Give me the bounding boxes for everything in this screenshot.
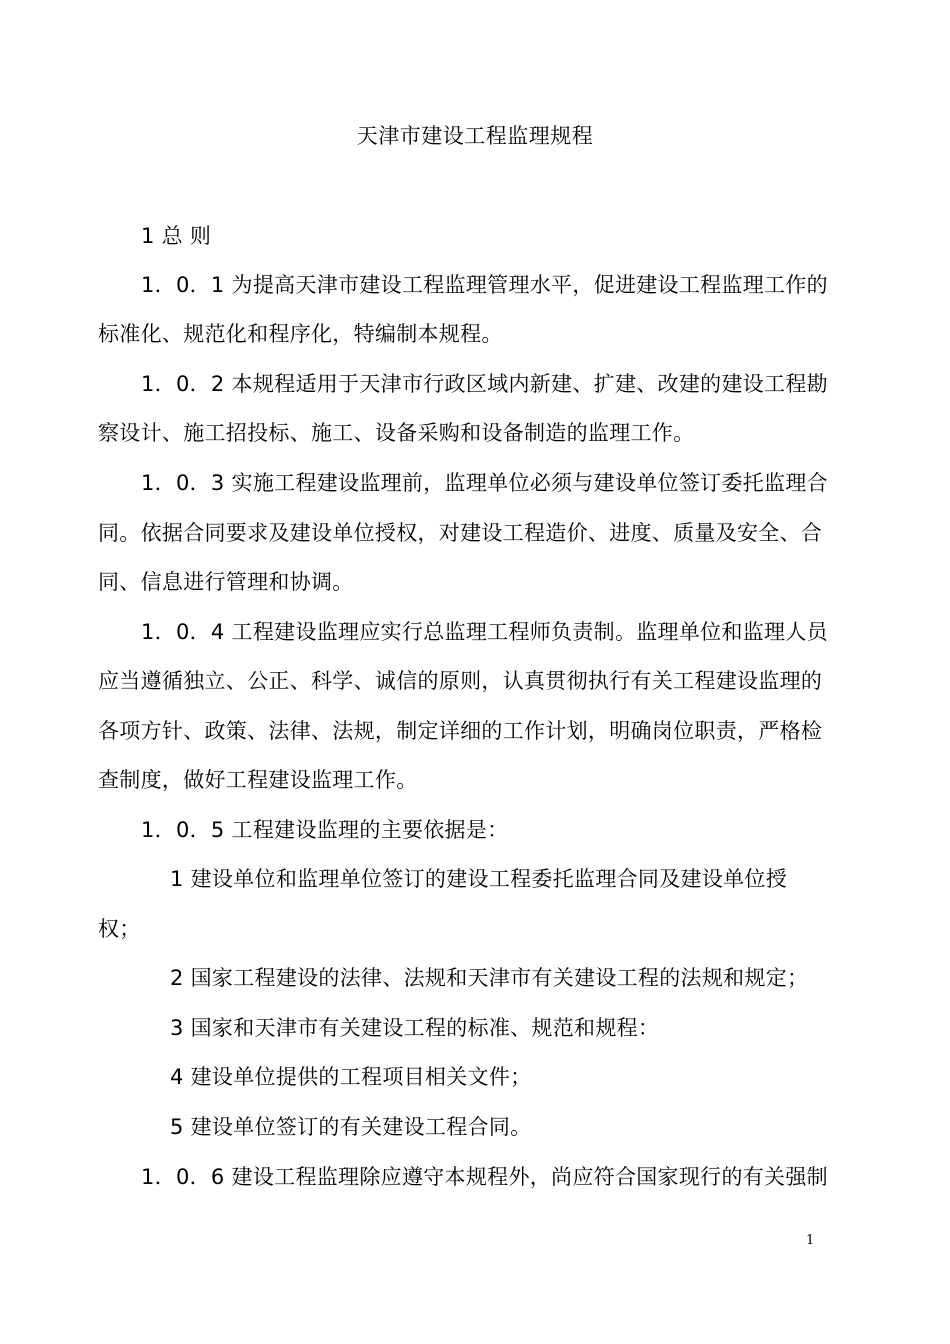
basis-item-1-line-2: 权；	[98, 917, 141, 941]
clause-1-0-4-line-3: 各项方针、政策、法律、法规，制定详细的工作计划，明确岗位职责，严格检	[98, 719, 823, 743]
clause-1-0-4-line-4: 查制度，做好工程建设监理工作。	[98, 768, 418, 792]
clause-1-0-1-line-2: 标准化、规范化和程序化，特编制本规程。	[98, 322, 503, 346]
clause-1-0-2-line-2: 察设计、施工招投标、施工、设备采购和设备制造的监理工作。	[98, 421, 695, 445]
page-number: 1	[806, 1233, 815, 1248]
basis-item-4: 4 建设单位提供的工程项目相关文件；	[170, 1065, 532, 1089]
clause-1-0-3-line-1: 1．0．3 实施工程建设监理前，监理单位必须与建设单位签订委托监理合	[141, 471, 828, 495]
clause-1-0-4-line-2: 应当遵循独立、公正、科学、诚信的原则，认真贯彻执行有关工程建设监理的	[98, 669, 823, 693]
basis-item-3: 3 国家和天津市有关建设工程的标准、规范和规程：	[170, 1016, 660, 1040]
basis-item-1-line-1: 1 建设单位和监理单位签订的建设工程委托监理合同及建设单位授	[170, 867, 788, 891]
basis-item-5: 5 建设单位签订的有关建设工程合同。	[170, 1115, 532, 1139]
clause-1-0-3-line-3: 同、信息进行管理和协调。	[98, 570, 354, 594]
clause-1-0-4-line-1: 1．0．4 工程建设监理应实行总监理工程师负责制。监理单位和监理人员	[141, 620, 828, 644]
clause-1-0-2-line-1: 1．0．2 本规程适用于天津市行政区域内新建、扩建、改建的建设工程勘	[141, 372, 828, 396]
chapter-heading: 1 总 则	[141, 224, 212, 248]
clause-1-0-6-line-1: 1．0．6 建设工程监理除应遵守本规程外，尚应符合国家现行的有关强制	[141, 1165, 828, 1189]
clause-1-0-1-line-1: 1．0．1 为提高天津市建设工程监理管理水平，促进建设工程监理工作的	[141, 273, 828, 297]
clause-1-0-5-line-1: 1．0．5 工程建设监理的主要依据是：	[141, 818, 509, 842]
basis-item-2: 2 国家工程建设的法律、法规和天津市有关建设工程的法规和规定；	[170, 966, 809, 990]
document-title: 天津市建设工程监理规程	[356, 124, 594, 148]
clause-1-0-3-line-2: 同。依据合同要求及建设单位授权，对建设工程造价、进度、质量及安全、合	[98, 521, 823, 545]
